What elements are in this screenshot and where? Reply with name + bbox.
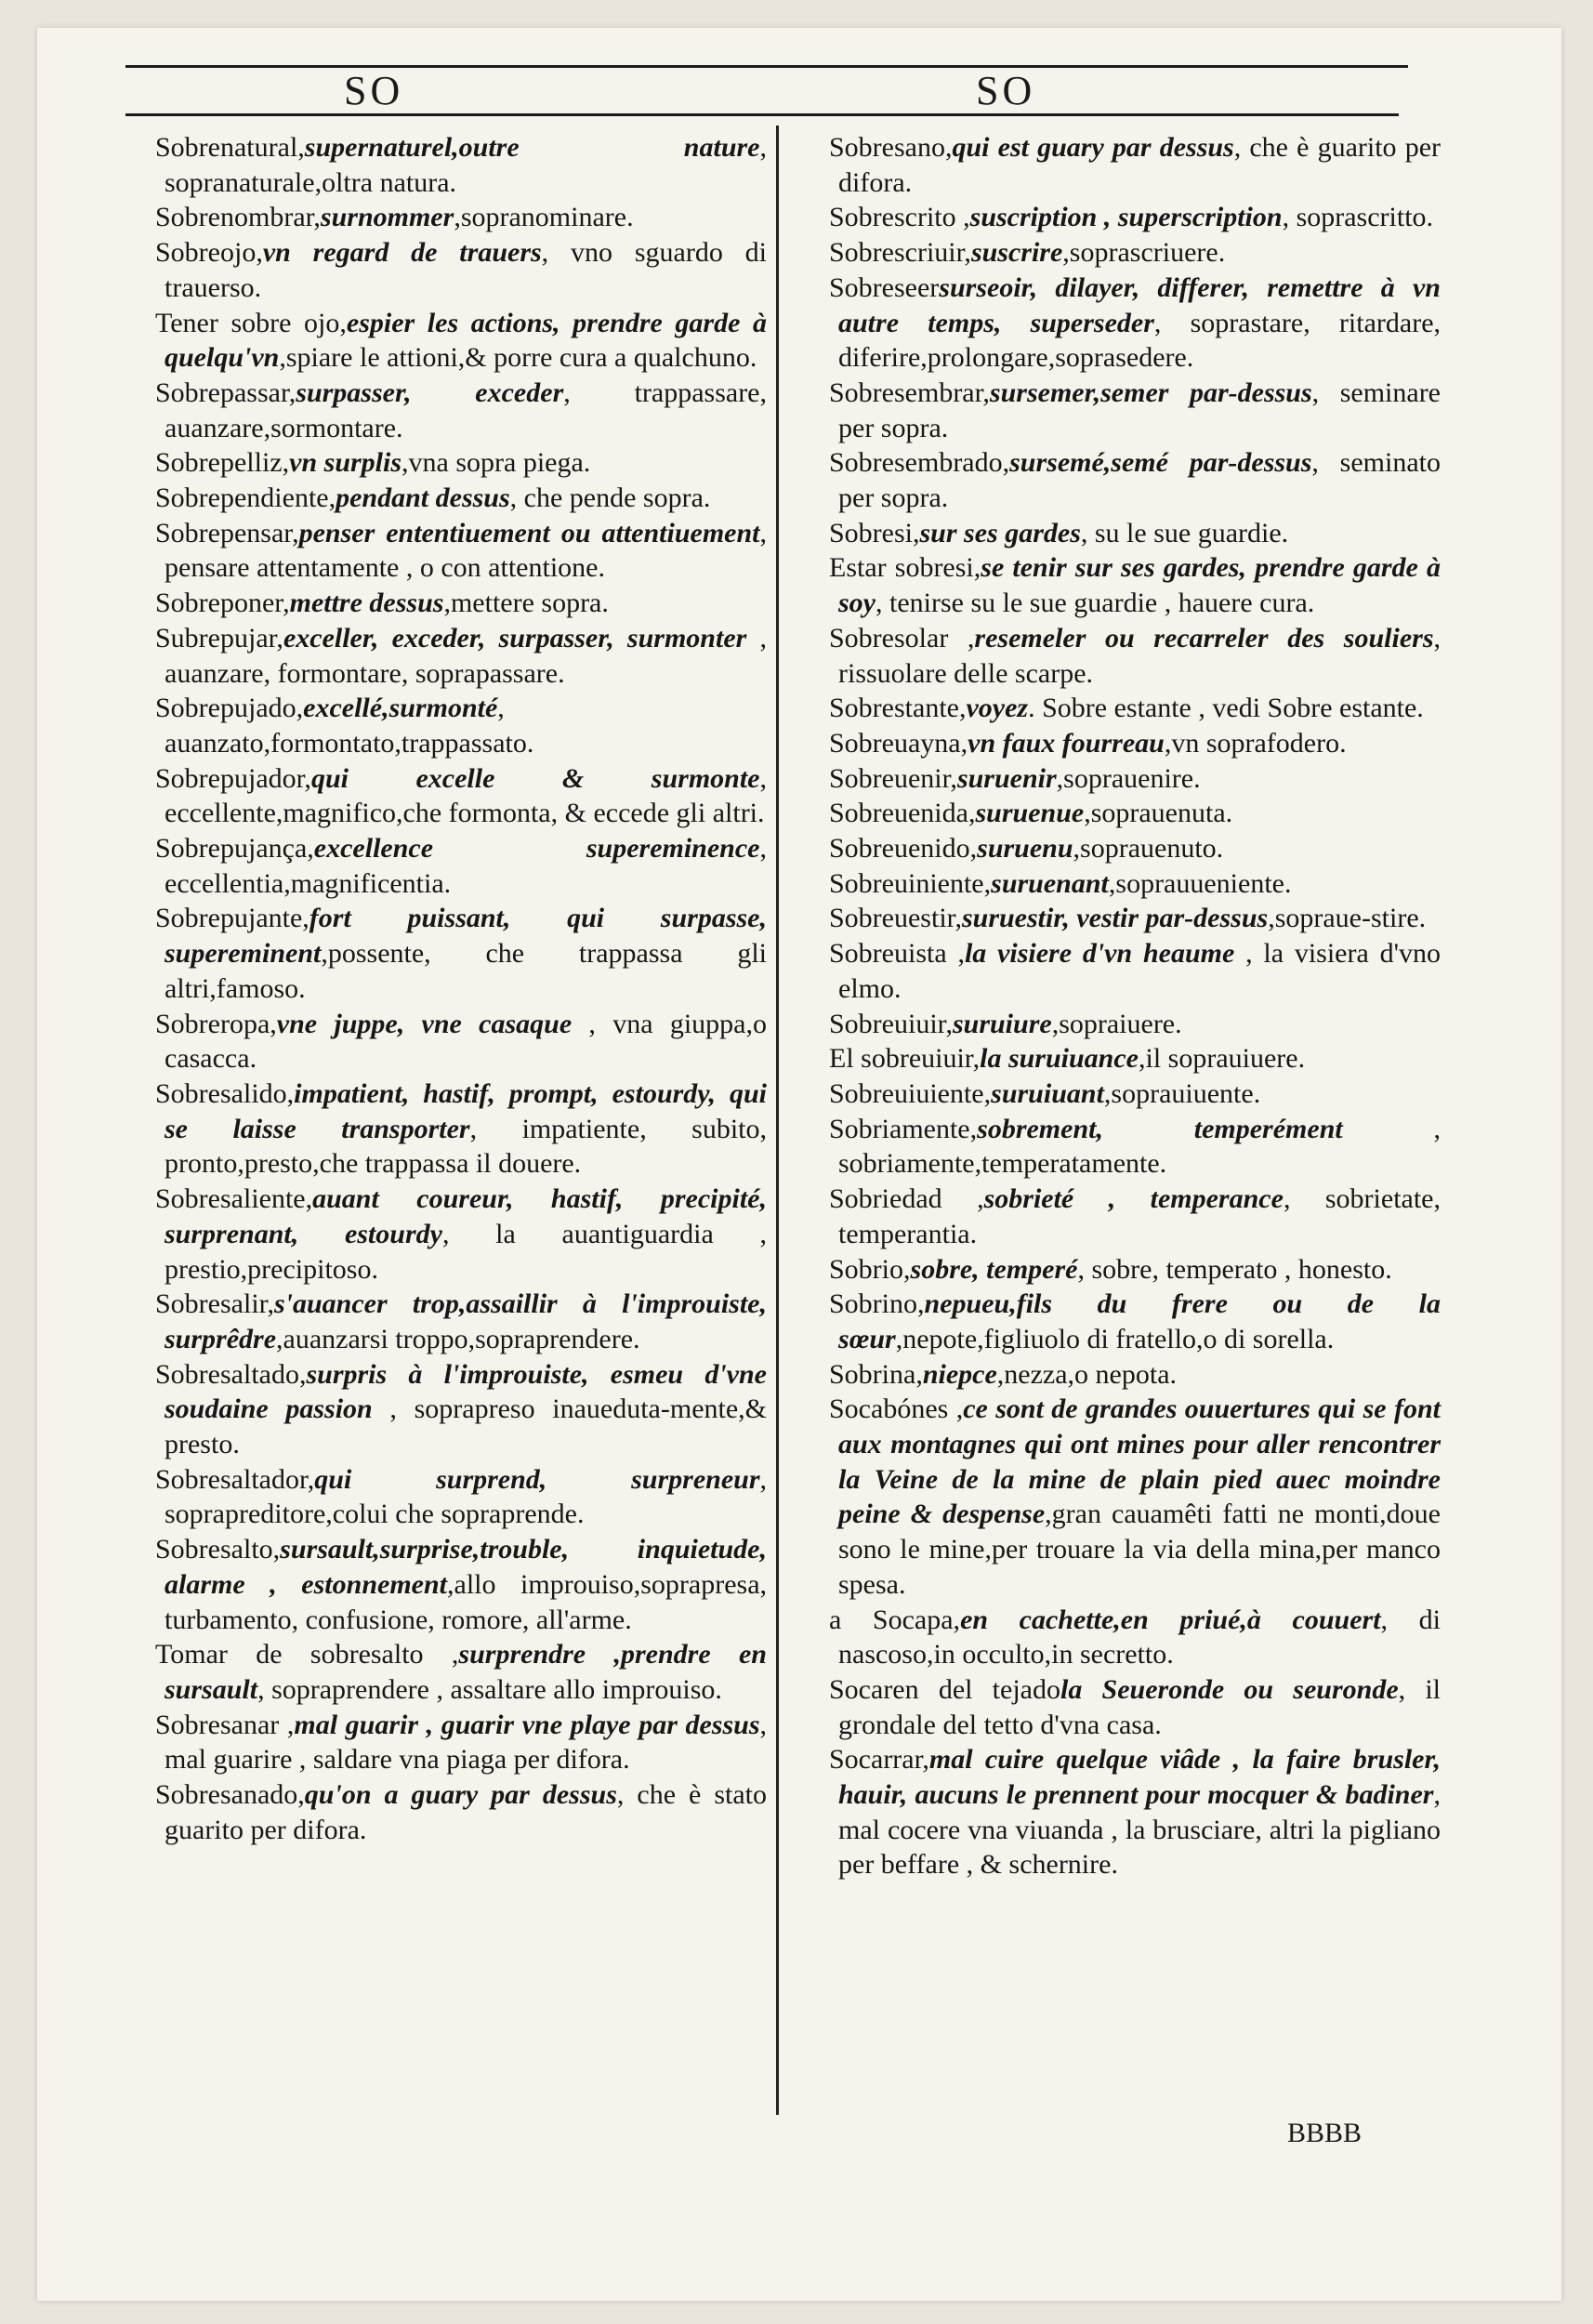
french-gloss: supernaturel,outre nature: [304, 132, 760, 163]
dictionary-entry: [799, 831, 1441, 866]
italian-gloss: ,mettere sopra.: [443, 588, 609, 619]
headword: Sobresaltador,: [155, 1463, 315, 1495]
italian-gloss: , eccellentia,magnificentia.: [165, 833, 767, 899]
dictionary-entry: [799, 1287, 1441, 1356]
headword: Sobriamente,: [829, 1113, 978, 1144]
french-gloss: vn regard de trauers: [262, 237, 542, 269]
dictionary-entry: [799, 1112, 1441, 1182]
french-gloss: la visiere d'vn heaume: [964, 938, 1235, 970]
headword: Sobreuenido,: [829, 833, 978, 865]
dictionary-entry: [125, 200, 767, 235]
italian-gloss: , soprastare, ritardare, diferire,prolongare,soprasedere.: [838, 307, 1442, 374]
headword: Sobreuiniente,: [829, 867, 992, 899]
italian-gloss: , seminare per sopra.: [838, 376, 1441, 443]
top-rule: [125, 65, 1408, 68]
dictionary-entry: [125, 306, 767, 376]
headword: Sobresalir,: [155, 1288, 274, 1320]
dictionary-entry: [125, 481, 767, 516]
italian-gloss: , la visiera d'vno elmo.: [838, 938, 1441, 1004]
french-gloss: surpasser, exceder: [296, 376, 564, 408]
headword: Sobreuiuir,: [829, 1008, 953, 1039]
headword: Sobresaliente,: [155, 1183, 313, 1215]
italian-gloss: ,spiare le attioni,& porre cura a qualchuno.: [279, 342, 757, 374]
headword: Sobresanar ,: [155, 1709, 295, 1740]
french-gloss: surnommer: [320, 202, 454, 233]
dictionary-entry: [799, 1672, 1441, 1742]
headword: Sobriedad ,: [829, 1183, 984, 1215]
italian-gloss: , di nascoso,in occulto,in secretto.: [838, 1604, 1441, 1670]
headword: Sobrina,: [829, 1358, 923, 1390]
french-gloss: vn surplis: [289, 447, 402, 479]
headword: Sobreojo,: [155, 237, 263, 269]
italian-gloss: ,vna sopra piega.: [402, 447, 591, 479]
italian-gloss: , la auantiguardia , prestio,precipitoso.: [165, 1218, 767, 1285]
italian-gloss: , seminato per sopra.: [838, 447, 1441, 514]
french-gloss: qu'on a guary par dessus: [304, 1779, 617, 1811]
dictionary-entry: [799, 1076, 1441, 1112]
french-gloss: mal cuire quelque viâde , la faire brusler, hauir, aucuns le prennent pour mocquer & badiner: [838, 1744, 1441, 1811]
french-gloss: surseoir, dilayer, differer, remettre à vn autre temps, superseder: [838, 271, 1441, 338]
french-gloss: vne juppe, vne casaque: [276, 1008, 573, 1039]
italian-gloss: , che è stato guarito per difora.: [165, 1779, 768, 1845]
french-gloss: sur ses gardes: [919, 517, 1081, 548]
dictionary-entry: [799, 901, 1441, 936]
dictionary-entry: [799, 1357, 1441, 1393]
dictionary-entry: [799, 1007, 1441, 1042]
french-gloss: suruestir, vestir par-dessus: [961, 903, 1269, 934]
french-gloss: se tenir sur ses gardes, prendre garde à soy: [838, 552, 1441, 619]
headword: Sobreseer: [829, 271, 940, 303]
headword: Sobrescrito ,: [829, 202, 970, 233]
dictionary-entry: [799, 130, 1441, 200]
dictionary-entry: [125, 761, 767, 831]
dictionary-entry: [125, 586, 767, 621]
headword: Sobreuestir,: [829, 903, 962, 934]
french-gloss: suruenant: [991, 867, 1109, 899]
headword: a Socapa,: [829, 1604, 961, 1635]
dictionary-entry: [125, 1637, 767, 1707]
dictionary-entry: [799, 516, 1441, 551]
headword: Sobrepensar,: [155, 517, 299, 548]
headword: Sobrenatural,: [155, 132, 305, 163]
french-gloss: fort puissant, qui surpasse, supereminent: [165, 903, 767, 970]
italian-gloss: ,gran cauamêti fatti ne monti,doue sono le mine,per trouare la via della mina,per manco spesa.: [838, 1499, 1441, 1600]
italian-gloss: , auanzato,formontato,trappassato.: [165, 693, 534, 759]
italian-gloss: ,allo improuiso,soprapresa, turbamento, confusione, romore, all'arme.: [165, 1568, 768, 1635]
french-gloss: auant coureur, hastif, precipité, surprenant, estourdy: [165, 1183, 767, 1249]
dictionary-entry: [125, 130, 767, 200]
signature-mark: BBBB: [1287, 2118, 1363, 2148]
dictionary-entry: [799, 1182, 1441, 1251]
french-gloss: surpris à l'improuiste, esmeu d'vne soudaine passion: [165, 1358, 767, 1425]
french-gloss: vn faux fourreau: [968, 727, 1165, 759]
dictionary-entry: [799, 235, 1441, 271]
french-gloss: sobrieté , temperance: [983, 1183, 1284, 1215]
headword: Sobresembrado,: [829, 447, 1010, 479]
headword: Sobresano,: [829, 132, 953, 163]
french-gloss: suscrire: [970, 237, 1063, 269]
headword: Sobrenombrar,: [155, 202, 321, 233]
dictionary-entry: [799, 1041, 1441, 1076]
headword: Sobrepassar,: [155, 376, 296, 408]
italian-gloss: ,soprauenire.: [1056, 762, 1201, 794]
italian-gloss: ,soprauenuto.: [1073, 833, 1224, 865]
dictionary-entry: [125, 831, 767, 901]
french-gloss: suruiure: [952, 1008, 1052, 1039]
italian-gloss: ,sopraue-stire.: [1268, 903, 1427, 934]
italian-gloss: , che è guarito per difora.: [838, 132, 1441, 198]
running-head-left: SO: [344, 68, 404, 113]
dictionary-entry: [799, 550, 1441, 620]
headword: Sobrepujado,: [155, 693, 304, 724]
header-rule: [125, 113, 1399, 116]
italian-gloss: , soprapreso inaueduta-mente,& presto.: [165, 1393, 767, 1460]
dictionary-entry: [125, 901, 767, 1006]
headword: Sobreuenida,: [829, 798, 976, 829]
french-gloss: suruenir: [956, 762, 1057, 794]
italian-gloss: ,auanzarsi troppo,sopraprendere.: [276, 1323, 640, 1354]
italian-gloss: , eccellente,magnifico,che formonta, & eccede gli altri.: [165, 762, 767, 829]
french-gloss: la Seueronde ou seuronde: [1060, 1673, 1399, 1705]
italian-gloss: , sopranaturale,oltra natura.: [165, 132, 767, 198]
french-gloss: nepueu,fils du frere ou de la sœur: [838, 1288, 1441, 1354]
headword: Sobrependiente,: [155, 482, 336, 514]
french-gloss: suruiuant: [991, 1077, 1104, 1109]
french-gloss: sobre, temperé: [910, 1253, 1078, 1285]
dictionary-entry: [125, 1357, 767, 1462]
italian-gloss: ,sopraiuere.: [1051, 1008, 1182, 1039]
french-gloss: sursemer,semer par-dessus: [989, 376, 1312, 408]
french-gloss: resemeler ou recarreler des souliers: [974, 622, 1434, 654]
dictionary-entry: [799, 761, 1441, 797]
dictionary-entry: [799, 1252, 1441, 1287]
italian-gloss: , auanzare, formontare, soprapassare.: [165, 622, 767, 689]
headword: Sobrepelliz,: [155, 447, 290, 479]
italian-gloss: , trappassare, auanzare,sormontare.: [165, 376, 767, 443]
dictionary-entry: [125, 621, 767, 691]
dictionary-entry: [125, 691, 767, 760]
dictionary-entry: [125, 1007, 767, 1076]
dictionary-entry: [125, 1076, 767, 1182]
column-divider: [776, 125, 779, 2115]
french-gloss: mal guarir , guarir vne playe par dessus: [294, 1709, 760, 1740]
dictionary-entry: [799, 200, 1441, 235]
headword: Sobresanado,: [155, 1779, 305, 1811]
french-gloss: penser ententiuement ou attentiuement: [298, 517, 760, 548]
italian-gloss: . Sobre estante , vedi Sobre estante.: [1028, 693, 1424, 724]
right-column: [799, 130, 1441, 1882]
french-gloss: niepce: [922, 1358, 997, 1390]
italian-gloss: , il grondale del tetto d'vna casa.: [838, 1673, 1442, 1740]
italian-gloss: , rissuolare delle scarpe.: [838, 622, 1441, 689]
left-column: [125, 130, 767, 1847]
italian-gloss: ,soprauueniente.: [1108, 867, 1292, 899]
italian-gloss: , impatiente, subito, pronto,presto,che trappassa il douere.: [165, 1113, 767, 1180]
french-gloss: pendant dessus: [336, 482, 510, 514]
headword: Tener sobre ojo,: [155, 307, 347, 338]
french-gloss: exceller, exceder, surpasser, surmonter: [283, 622, 747, 654]
french-gloss: excellence supereminence: [313, 833, 760, 865]
dictionary-entry: [125, 235, 767, 305]
running-head-right: SO: [976, 68, 1036, 113]
dictionary-entry: [125, 1462, 767, 1532]
italian-gloss: ,soprauenuta.: [1084, 798, 1233, 829]
italian-gloss: ,il soprauiuere.: [1139, 1043, 1306, 1075]
italian-gloss: ,nepote,figliuolo di fratello,o di sorella.: [895, 1323, 1335, 1354]
italian-gloss: , pensare attentamente , o con attentione.: [165, 517, 767, 584]
italian-gloss: , su le sue guardie.: [1080, 517, 1289, 548]
italian-gloss: , mal cocere vna viuanda , la brusciare, altri la pigliano per beffare , & schernire.: [838, 1779, 1441, 1881]
italian-gloss: , mal guarire , saldare vna piaga per difora.: [165, 1709, 767, 1776]
french-gloss: qui excelle & surmonte: [310, 762, 760, 794]
headword: Sobrepujança,: [155, 833, 314, 865]
italian-gloss: , sobre, temperato , honesto.: [1077, 1253, 1392, 1285]
dictionary-entry: [125, 1532, 767, 1637]
french-gloss: surprendre ,prendre en sursault: [165, 1639, 767, 1705]
french-gloss: qui surprend, surpreneur: [314, 1463, 760, 1495]
french-gloss: la suruiuance: [980, 1043, 1139, 1075]
dictionary-entry: [799, 726, 1441, 761]
french-gloss: ce sont de grandes ouuertures qui se font aux montagnes qui ont mines pour aller rencontrer la Veine de la mine de plain pied auec moindre peine & despense: [838, 1393, 1441, 1530]
headword: Sobrescriuir,: [829, 237, 971, 269]
french-gloss: excellé,surmonté: [303, 693, 498, 724]
dictionary-entry: [799, 271, 1441, 376]
dictionary-entry: [125, 1287, 767, 1356]
headword: Sobreuista ,: [829, 938, 965, 970]
headword: Sobresolar ,: [829, 622, 975, 654]
dictionary-entry: [799, 1392, 1441, 1602]
italian-gloss: , soprascritto.: [1282, 202, 1434, 233]
headword: Sobrepujante,: [155, 903, 309, 934]
headword: Sobresaltado,: [155, 1358, 307, 1390]
headword: Socabónes ,: [829, 1393, 964, 1425]
italian-gloss: ,soprascriuere.: [1062, 237, 1226, 269]
dictionary-entry: [799, 1603, 1441, 1672]
headword: Sobreponer,: [155, 588, 290, 619]
dictionary-entry: [799, 445, 1441, 515]
italian-gloss: ,sopranominare.: [454, 202, 634, 233]
italian-gloss: , vna giuppa,o casacca.: [165, 1008, 767, 1075]
italian-gloss: , sobrietate, temperantia.: [838, 1183, 1441, 1249]
french-gloss: voyez: [966, 693, 1029, 724]
headword: Sobrino,: [829, 1288, 925, 1320]
italian-gloss: , sopraprendere , assaltare allo improuiso.: [257, 1673, 722, 1705]
french-gloss: suruenue: [975, 798, 1085, 829]
book-page: [37, 28, 1561, 2301]
headword: Sobreuayna,: [829, 727, 968, 759]
french-gloss: sobrement, temperément: [977, 1113, 1343, 1144]
headword: Sobrestante,: [829, 693, 967, 724]
french-gloss: s'auancer trop,assaillir à l'improuiste, surprêdre: [165, 1288, 767, 1354]
dictionary-entry: [125, 1708, 767, 1777]
italian-gloss: ,nezza,o nepota.: [996, 1358, 1178, 1390]
dictionary-entry: [125, 516, 767, 586]
italian-gloss: , sobriamente,temperatamente.: [838, 1113, 1441, 1180]
headword: Estar sobresi,: [829, 552, 981, 584]
dictionary-entry: [799, 621, 1441, 691]
dictionary-entry: [799, 866, 1441, 902]
headword: Sobresalto,: [155, 1534, 281, 1565]
italian-gloss: , tenirse su le sue guardie , hauere cura.: [875, 588, 1315, 619]
headword: El sobreuiuir,: [829, 1043, 981, 1075]
italian-gloss: , soprapreditore,colui che sopraprende.: [165, 1463, 767, 1530]
french-gloss: suruenu: [977, 833, 1073, 865]
french-gloss: sursault,surprise,trouble, inquietude, alarme , estonnement: [165, 1534, 767, 1600]
french-gloss: impatient, hastif, prompt, estourdy, qui se laisse transporter: [165, 1077, 767, 1144]
dictionary-entry: [125, 445, 767, 481]
italian-gloss: , che pende sopra.: [509, 482, 711, 514]
italian-gloss: , vno sguardo di trauerso.: [165, 237, 767, 303]
french-gloss: sursemé,semé par-dessus: [1009, 447, 1312, 479]
french-gloss: mettre dessus: [289, 588, 444, 619]
dictionary-entry: [125, 376, 767, 445]
dictionary-entry: [799, 376, 1441, 445]
headword: Sobresalido,: [155, 1077, 295, 1109]
french-gloss: en cachette,en priué,à couuert: [960, 1604, 1381, 1635]
headword: Sobrio,: [829, 1253, 911, 1285]
headword: Sobreuenir,: [829, 762, 957, 794]
dictionary-entry: [799, 936, 1441, 1006]
dictionary-entry: [799, 1742, 1441, 1882]
dictionary-entry: [799, 691, 1441, 726]
italian-gloss: ,soprauiuente.: [1103, 1077, 1261, 1109]
italian-gloss: ,vn soprafodero.: [1164, 727, 1347, 759]
french-gloss: qui est guary par dessus: [952, 132, 1234, 163]
headword: Sobrepujador,: [155, 762, 311, 794]
headword: Sobreropa,: [155, 1008, 277, 1039]
headword: Sobreuiuiente,: [829, 1077, 992, 1109]
french-gloss: suscription , superscription: [969, 202, 1283, 233]
dictionary-entry: [799, 796, 1441, 831]
headword: Socarrar,: [829, 1744, 929, 1776]
dictionary-entry: [125, 1777, 767, 1847]
french-gloss: espier les actions, prendre garde à quelqu'vn: [165, 307, 768, 374]
headword: Sobresembrar,: [829, 376, 990, 408]
headword: Tomar de sobresalto ,: [155, 1639, 459, 1670]
italian-gloss: ,possente, che trappassa gli altri,famoso.: [165, 938, 767, 1004]
headword: Sobresi,: [829, 517, 920, 548]
headword: Socaren del tejado: [829, 1673, 1060, 1705]
dictionary-entry: [125, 1182, 767, 1287]
headword: Subrepujar,: [155, 622, 283, 654]
